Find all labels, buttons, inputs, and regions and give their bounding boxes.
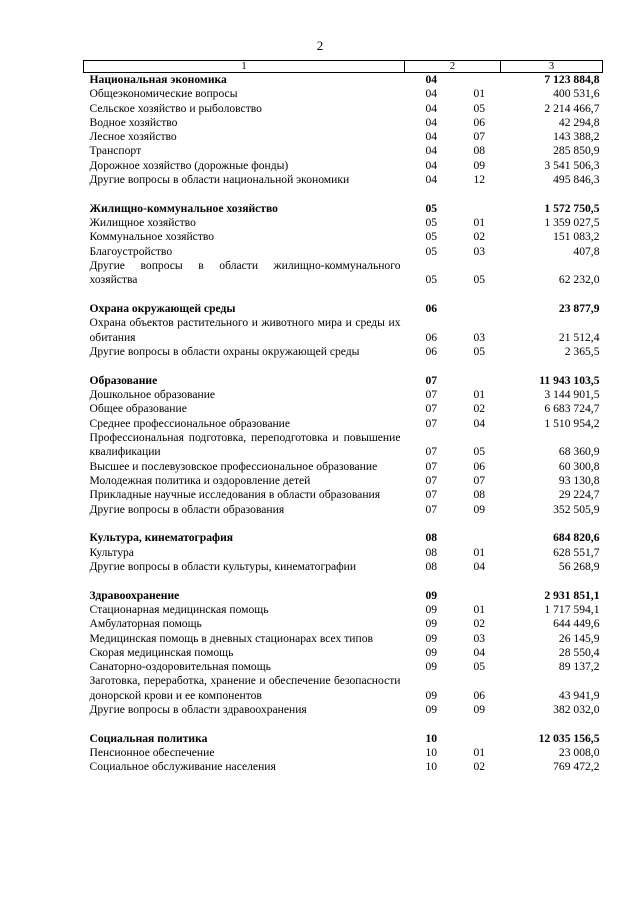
subsection-code-cell: 04 <box>473 416 486 430</box>
subsection-code-cell: 08 <box>473 488 486 502</box>
name-cell: Социальное обслуживание населения <box>89 760 276 774</box>
section-code-cell: 04 <box>425 173 438 187</box>
subsection-code-cell: 02 <box>473 760 486 774</box>
spacer-row <box>84 517 603 532</box>
subsection-code-cell: 05 <box>473 445 486 459</box>
section-code-cell: 09 <box>425 645 438 659</box>
spacer-cell <box>84 574 603 589</box>
table-row <box>84 674 603 703</box>
table-row <box>84 431 603 460</box>
section-code-cell: 09 <box>425 588 438 602</box>
name-cell: Другие вопросы в области национальной экономики <box>89 173 350 187</box>
amount-cell: 407,8 <box>573 244 600 258</box>
table-row <box>84 345 603 359</box>
subsection-code-cell: 06 <box>473 688 486 702</box>
section-row <box>84 589 603 603</box>
header-col-3: 3 <box>501 61 603 73</box>
spacer-row <box>84 574 603 589</box>
name-cell: Благоустройство <box>89 244 173 258</box>
section-code-cell: 04 <box>425 144 438 158</box>
name-cell: Жилищное хозяйство <box>89 216 196 230</box>
name-cell: Культура, кинематография <box>89 531 234 545</box>
table-header-row <box>84 61 603 73</box>
subsection-code-cell: 03 <box>473 631 486 645</box>
section-code-cell: 09 <box>425 617 438 631</box>
name-cell: Дошкольное образование <box>89 388 216 402</box>
subsection-code-cell <box>453 374 501 388</box>
section-code-cell: 07 <box>425 388 438 402</box>
amount-cell: 143 388,2 <box>553 130 600 144</box>
table-row <box>84 417 603 431</box>
table-row <box>84 560 603 574</box>
table-row <box>84 617 603 631</box>
table-row <box>84 259 603 288</box>
name-cell: Жилищно-коммунальное хозяйство <box>89 201 278 215</box>
section-code-cell: 07 <box>425 445 438 459</box>
section-code-cell: 05 <box>425 230 438 244</box>
amount-cell: 68 360,9 <box>558 445 600 459</box>
amount-cell: 628 551,7 <box>553 545 600 559</box>
table-row <box>84 632 603 646</box>
table-row <box>84 660 603 674</box>
amount-cell: 1 717 594,1 <box>544 603 600 616</box>
name-cell: Другие вопросы в области охраны окружающей среды <box>89 345 360 359</box>
section-code-cell: 07 <box>425 502 438 516</box>
amount-cell: 285 850,9 <box>553 144 600 158</box>
section-code-cell: 09 <box>425 631 438 645</box>
name-cell: Общеэкономические вопросы <box>89 87 238 101</box>
table-row <box>84 546 603 560</box>
subsection-code-cell <box>453 531 501 545</box>
subsection-code-cell: 02 <box>473 617 486 631</box>
table-row <box>84 159 603 173</box>
table-row <box>84 503 603 517</box>
section-code-cell: 06 <box>425 330 438 344</box>
amount-cell: 1 572 750,5 <box>544 201 600 215</box>
name-cell: Здравоохранение <box>89 588 180 602</box>
amount-cell: 23 877,9 <box>558 302 600 316</box>
section-code-cell: 08 <box>425 545 438 559</box>
name-cell: Коммунальное хозяйство <box>89 230 215 244</box>
amount-cell: 28 550,4 <box>558 645 600 659</box>
table-row <box>84 230 603 244</box>
subsection-code-cell: 01 <box>473 87 486 101</box>
section-code-cell: 05 <box>425 244 438 258</box>
table-row <box>84 474 603 488</box>
table-row <box>84 746 603 760</box>
name-cell: Скорая медицинская помощь <box>89 645 234 659</box>
subsection-code-cell: 01 <box>473 388 486 402</box>
subsection-code-cell: 01 <box>473 216 486 230</box>
amount-cell: 23 008,0 <box>558 746 600 760</box>
table-row <box>84 130 603 144</box>
amount-cell: 21 512,4 <box>558 330 600 344</box>
section-row <box>84 531 603 545</box>
subsection-code-cell: 06 <box>473 459 486 473</box>
section-code-cell: 10 <box>425 760 438 774</box>
amount-cell: 769 472,2 <box>553 760 600 774</box>
subsection-code-cell: 04 <box>473 559 486 573</box>
spacer-cell <box>84 288 603 303</box>
name-cell: Другие вопросы в области образования <box>89 502 285 516</box>
subsection-code-cell <box>453 589 501 603</box>
name-cell: Сельское хозяйство и рыболовство <box>89 101 262 115</box>
section-code-cell: 04 <box>425 158 438 172</box>
name-cell: Среднее профессиональное образование <box>89 416 291 430</box>
section-code-cell: 09 <box>425 603 438 616</box>
amount-cell: 43 941,9 <box>558 688 600 702</box>
name-cell: Санаторно-оздоровительная помощь <box>89 660 271 674</box>
header-col-1: 1 <box>84 61 405 73</box>
table-row <box>84 460 603 474</box>
amount-cell: 7 123 884,8 <box>544 73 600 86</box>
table-row <box>84 402 603 416</box>
name-cell: Профессиональная подготовка, переподготовка и повышение квалификации <box>89 431 401 459</box>
spacer-row <box>84 359 603 374</box>
amount-cell: 1 510 954,2 <box>544 416 600 430</box>
subsection-code-cell: 02 <box>473 402 486 416</box>
amount-cell: 56 268,9 <box>558 559 600 573</box>
subsection-code-cell: 03 <box>473 330 486 344</box>
table-row <box>84 87 603 101</box>
amount-cell: 42 294,8 <box>558 115 600 129</box>
section-code-cell: 07 <box>425 416 438 430</box>
amount-cell: 352 505,9 <box>553 502 600 516</box>
section-code-cell: 04 <box>425 73 438 86</box>
table-row <box>84 316 603 345</box>
subsection-code-cell <box>453 73 501 88</box>
table-row <box>84 144 603 158</box>
subsection-code-cell: 05 <box>473 101 486 115</box>
spacer-row <box>84 717 603 732</box>
amount-cell: 26 145,9 <box>558 631 600 645</box>
table-row <box>84 488 603 502</box>
name-cell: Водное хозяйство <box>89 115 178 129</box>
amount-cell: 89 137,2 <box>558 660 600 674</box>
section-code-cell: 04 <box>425 130 438 144</box>
spacer-cell <box>84 187 603 202</box>
spacer-cell <box>84 359 603 374</box>
subsection-code-cell: 05 <box>473 660 486 674</box>
section-code-cell: 04 <box>425 87 438 101</box>
section-code-cell: 07 <box>425 402 438 416</box>
amount-cell: 2 931 851,1 <box>544 588 600 602</box>
name-cell: Охрана окружающей среды <box>89 302 236 316</box>
section-code-cell: 05 <box>425 273 438 287</box>
amount-cell: 151 083,2 <box>553 230 600 244</box>
amount-cell: 400 531,6 <box>553 87 600 101</box>
subsection-code-cell: 05 <box>473 273 486 287</box>
section-code-cell: 05 <box>425 201 438 215</box>
table-row <box>84 603 603 617</box>
section-code-cell: 08 <box>425 531 438 545</box>
name-cell: Дорожное хозяйство (дорожные фонды) <box>89 158 289 172</box>
name-cell: Образование <box>89 373 158 387</box>
section-row <box>84 732 603 746</box>
name-cell: Общее образование <box>89 402 187 416</box>
amount-cell: 12 035 156,5 <box>538 731 600 745</box>
name-cell: Национальная экономика <box>89 73 227 86</box>
subsection-code-cell: 01 <box>473 603 486 616</box>
name-cell: Высшее и послевузовское профессиональное образование <box>89 459 378 473</box>
section-code-cell: 07 <box>425 488 438 502</box>
subsection-code-cell: 02 <box>473 230 486 244</box>
name-cell: Другие вопросы в области жилищно-коммунального хозяйства <box>89 259 401 287</box>
subsection-code-cell: 09 <box>473 703 486 717</box>
name-cell: Прикладные научные исследования в области образования <box>89 488 381 502</box>
table-row <box>84 245 603 259</box>
amount-cell: 2 365,5 <box>564 345 600 359</box>
section-code-cell: 04 <box>425 115 438 129</box>
amount-cell: 11 943 103,5 <box>539 373 600 387</box>
section-code-cell: 09 <box>425 703 438 717</box>
subsection-code-cell <box>453 202 501 216</box>
name-cell: Другие вопросы в области культуры, кинематографии <box>89 559 357 573</box>
section-code-cell: 05 <box>425 216 438 230</box>
header-col-2: 2 <box>405 61 501 73</box>
section-code-cell: 10 <box>425 746 438 760</box>
section-code-cell: 07 <box>425 373 438 387</box>
page-number: 2 <box>316 38 324 53</box>
name-cell: Социальная политика <box>89 731 208 745</box>
subsection-code-cell: 07 <box>473 473 486 487</box>
table-body <box>84 73 603 775</box>
section-code-cell: 08 <box>425 559 438 573</box>
section-code-cell: 07 <box>425 473 438 487</box>
table-row <box>84 216 603 230</box>
section-code-cell: 10 <box>425 731 438 745</box>
amount-cell: 382 032,0 <box>553 703 600 717</box>
name-cell: Молодежная политика и оздоровление детей <box>89 473 311 487</box>
table-row <box>84 173 603 187</box>
section-code-cell: 06 <box>425 302 438 316</box>
name-cell: Транспорт <box>89 144 142 158</box>
subsection-code-cell: 09 <box>473 502 486 516</box>
subsection-code-cell: 04 <box>473 645 486 659</box>
name-cell: Лесное хозяйство <box>89 130 177 144</box>
table-row <box>84 102 603 116</box>
amount-cell: 6 683 724,7 <box>544 402 600 416</box>
section-code-cell: 07 <box>425 459 438 473</box>
section-code-cell: 04 <box>425 101 438 115</box>
section-code-cell: 06 <box>425 345 438 359</box>
name-cell: Медицинская помощь в дневных стационарах всех типов <box>89 631 373 645</box>
subsection-code-cell <box>453 732 501 746</box>
section-row <box>84 302 603 316</box>
section-code-cell: 09 <box>425 660 438 674</box>
spacer-cell <box>84 717 603 732</box>
table-row <box>84 760 603 774</box>
subsection-code-cell: 05 <box>473 345 486 359</box>
table-row <box>84 703 603 717</box>
subsection-code-cell: 01 <box>473 746 486 760</box>
amount-cell: 1 359 027,5 <box>544 216 600 230</box>
table-row <box>84 116 603 130</box>
spacer-row <box>84 288 603 303</box>
amount-cell: 684 820,6 <box>553 531 600 545</box>
name-cell: Охрана объектов растительного и животного мира и среды их обитания <box>89 316 401 344</box>
table-row <box>84 646 603 660</box>
table-row <box>84 388 603 402</box>
subsection-code-cell <box>453 302 501 316</box>
spacer-row <box>84 187 603 202</box>
name-cell: Другие вопросы в области здравоохранения <box>89 703 307 717</box>
subsection-code-cell: 03 <box>473 244 486 258</box>
amount-cell: 3 144 901,5 <box>544 388 600 402</box>
subsection-code-cell: 09 <box>473 158 486 172</box>
amount-cell: 62 232,0 <box>558 273 600 287</box>
name-cell: Амбулаторная помощь <box>89 617 202 631</box>
subsection-code-cell: 12 <box>473 173 486 187</box>
name-cell: Пенсионное обеспечение <box>89 746 215 760</box>
amount-cell: 2 214 466,7 <box>544 101 600 115</box>
amount-cell: 60 300,8 <box>558 459 600 473</box>
amount-cell: 644 449,6 <box>553 617 600 631</box>
amount-cell: 29 224,7 <box>558 488 600 502</box>
section-row <box>84 73 603 88</box>
budget-table <box>83 60 603 775</box>
name-cell: Культура <box>89 545 134 559</box>
name-cell: Заготовка, переработка, хранение и обеспечение безопасности донорской крови и ее компонентов <box>89 674 401 702</box>
section-code-cell: 09 <box>425 688 438 702</box>
section-row <box>84 202 603 216</box>
amount-cell: 3 541 506,3 <box>544 158 600 172</box>
amount-cell: 93 130,8 <box>558 473 600 487</box>
subsection-code-cell: 08 <box>473 144 486 158</box>
spacer-cell <box>84 517 603 532</box>
section-row <box>84 374 603 388</box>
subsection-code-cell: 06 <box>473 115 486 129</box>
subsection-code-cell: 01 <box>473 545 486 559</box>
subsection-code-cell: 07 <box>473 130 486 144</box>
amount-cell: 495 846,3 <box>553 173 600 187</box>
name-cell: Стационарная медицинская помощь <box>89 603 269 616</box>
